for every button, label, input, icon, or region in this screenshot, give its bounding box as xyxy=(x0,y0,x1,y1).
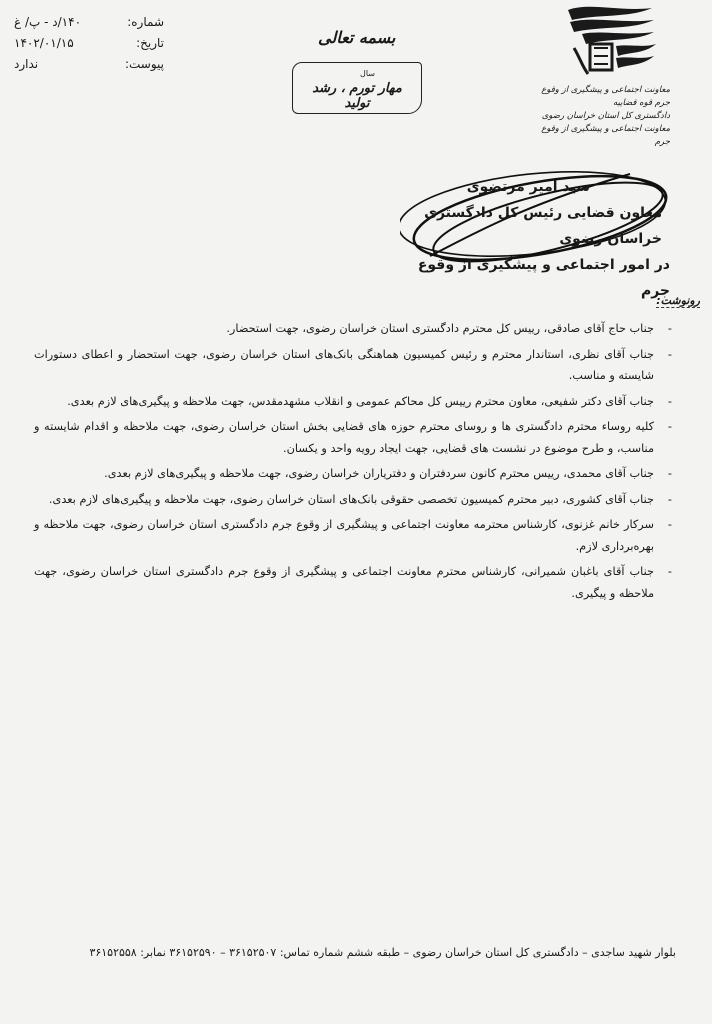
signatory-name: سید امیر مرتضوی xyxy=(466,179,590,195)
signature-block xyxy=(400,174,670,304)
footer-address: بلوار شهید ساجدی – دادگستری کل استان خراسان رضوی – طبقه ششم شماره تماس: ۳۶۱۵۲۵۰۷ – ۳۶۱۵۲۵۹۰ نمابر: ۳۶۱۵۲۵۵۸ xyxy=(89,946,676,959)
letter-meta xyxy=(14,14,164,77)
number-label: شماره: xyxy=(127,15,164,29)
cc-item: - کلیه روساء محترم دادگستری ها و روسای محترم حوزه های قضایی بخش استان خراسان رضوی، جهت ملاحظه و اقدام شایسته و مناسب، و طرح موضوع در نشست های قضایی، جهت ایجاد رویه واحد و یکسان. xyxy=(34,416,674,459)
signatory-title-2: در امور اجتماعی و پیشگیری از وقوع جرم xyxy=(417,257,670,299)
cc-item: - جناب حاج آقای صادقی، رییس کل محترم دادگستری استان خراسان رضوی، جهت استحضار. xyxy=(34,318,674,340)
org-line-1: معاونت اجتماعی و پیشگیری از وقوع جرم قوه قضاییه xyxy=(541,85,670,108)
org-line-3: معاونت اجتماعی و پیشگیری از وقوع جرم xyxy=(541,124,670,147)
cc-item: - جناب آقای محمدی، رییس محترم کانون سردفتران و دفتریاران خراسان رضوی، جهت ملاحظه و پیگیری‌های لازم بعدی. xyxy=(34,463,674,485)
slogan-year-label: سال xyxy=(360,69,375,78)
slogan-text: مهار تورم ، رشد تولید xyxy=(312,81,402,111)
number-value: ۱۴۰/د - پ/ غ xyxy=(14,15,82,29)
cc-item: - جناب آقای نظری، استاندار محترم و رئیس کمیسیون هماهنگی بانک‌های استان خراسان رضوی، جهت استحضار و اعطای دستورات شایسته و مناسب. xyxy=(34,344,674,387)
number-row xyxy=(14,14,164,31)
cc-item: - سرکار خانم غزنوی، کارشناس محترمه معاونت اجتماعی و پیشگیری از وقوع جرم دادگستری استان خراسان رضوی، جهت ملاحظه و بهره‌برداری لازم. xyxy=(34,514,674,557)
basmala: بسمه تعالی xyxy=(318,28,396,47)
cc-item: - جناب آقای دکتر شفیعی، معاون محترم رییس کل محاکم عمومی و انقلاب مشهدمقدس، جهت ملاحظه و پیگیری‌های لازم بعدی. xyxy=(34,391,674,413)
judiciary-logo-icon xyxy=(560,4,660,80)
organization-header xyxy=(540,84,670,149)
attachment-row xyxy=(14,56,164,73)
attachment-value: ندارد xyxy=(14,57,39,71)
date-label: تاریخ: xyxy=(136,36,164,50)
attachment-label: پیوست: xyxy=(124,57,164,71)
slogan-box xyxy=(292,62,422,114)
cc-label: رونوشت: xyxy=(656,294,700,307)
date-value: ۱۴۰۲/۰۱/۱۵ xyxy=(14,36,74,50)
cc-item: - جناب آقای کشوری، دبیر محترم کمیسیون تخصصی حقوقی بانک‌های استان خراسان رضوی، جهت ملاحظه و پیگیری‌های لازم بعدی. xyxy=(34,489,674,511)
cc-list xyxy=(34,318,674,608)
cc-item: - جناب آقای باغبان شمیرانی، کارشناس محترم معاونت اجتماعی و پیشگیری از وقوع جرم دادگستری استان خراسان رضوی، جهت ملاحظه و پیگیری. xyxy=(34,561,674,604)
date-row xyxy=(14,35,164,52)
signatory-title-1: معاون قضایی رئیس کل دادگستری خراسان رضوی xyxy=(424,205,662,247)
org-line-2: دادگستری کل استان خراسان رضوی xyxy=(541,111,670,121)
